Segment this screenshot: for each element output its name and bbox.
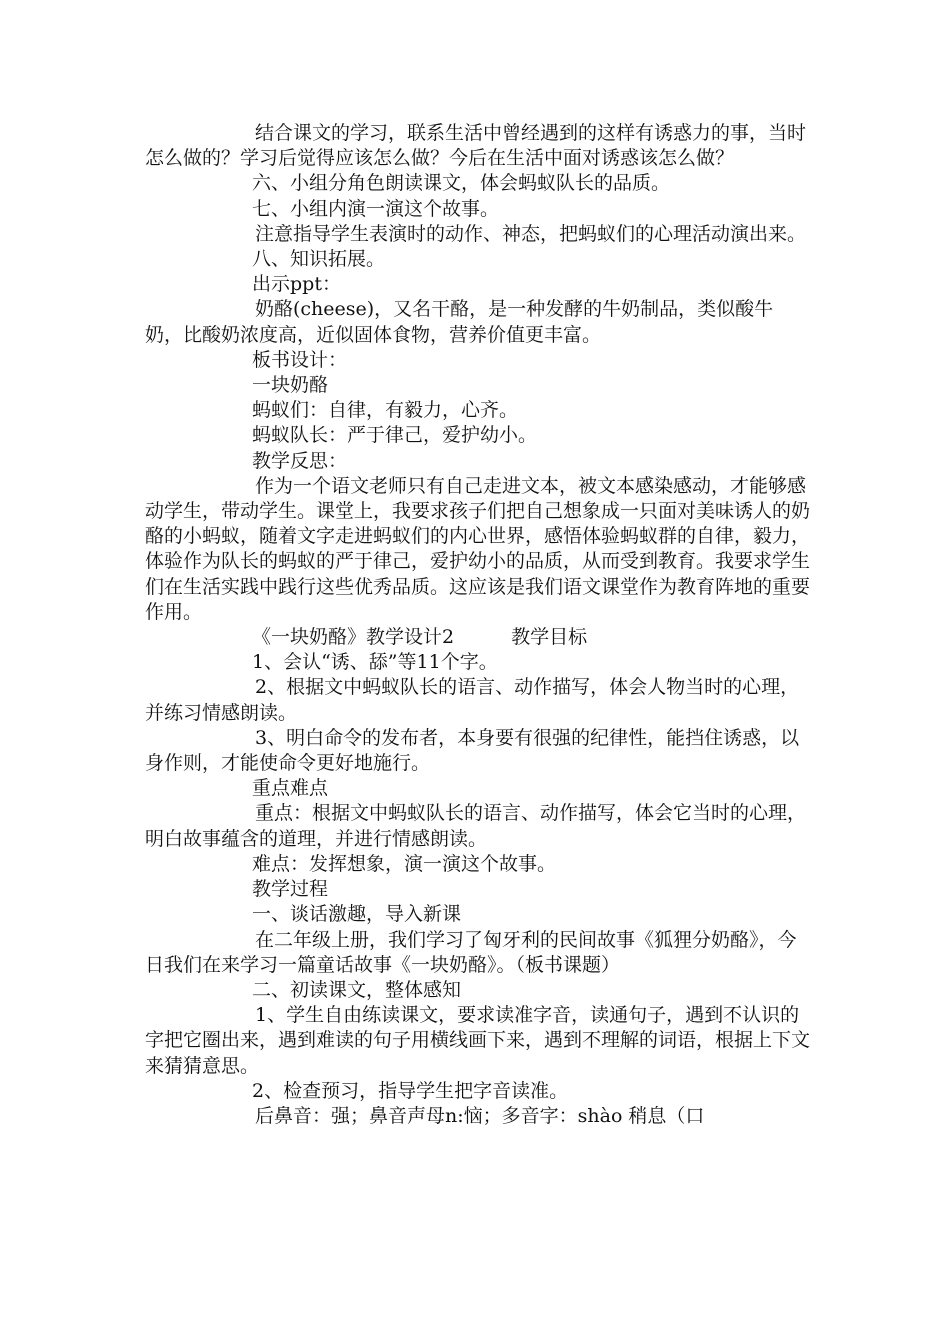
paragraph: 七、小组内演一演这个故事。 bbox=[252, 197, 500, 220]
paragraph: 注意指导学生表演时的动作、神态，把蚂蚁们的心理活动演出来。 bbox=[255, 222, 807, 245]
section-heading: 《一块奶酪》教学设计2 教学目标 bbox=[252, 626, 588, 649]
paragraph: 重点：根据文中蚂蚁队长的语言、动作描写，体会它当时的心理，明白故事蕴含的道理，并进行情感朗读。 bbox=[145, 802, 807, 850]
section-heading: 二、初读课文，整体感知 bbox=[252, 978, 462, 1001]
paragraph: 1、学生自由练读课文，要求读准字音，读通句子，遇到不认识的字把它圈出来，遇到难读的句子用横线画下来，遇到不理解的词语，根据上下文来猜猜意思。 bbox=[145, 1004, 811, 1077]
section-heading: 教学过程 bbox=[252, 878, 329, 901]
paragraph: 2、根据文中蚂蚁队长的语言、动作描写，体会人物当时的心理，并练习情感朗读。 bbox=[145, 676, 800, 724]
paragraph: 蚂蚁队长：严于律己，爱护幼小。 bbox=[252, 424, 538, 447]
paragraph: 作为一个语文老师只有自己走进文本，被文本感染感动，才能够感动学生，带动学生。课堂上，我要求孩子们把自己想象成一只面对美味诱人的奶酪的小蚂蚁，随着文字走进蚂蚁们的内心世界，感悟体验蚂蚁群的自律，毅力，体验作为队长的蚂蚁的严于律己，爱护幼小的品质，从而受到教育。我要求学生们在生活实践中践行这些优秀品质。这应该是我们语文课堂作为教育阵地的重要作用。 bbox=[145, 474, 811, 623]
paragraph: 一块奶酪 bbox=[252, 374, 329, 397]
section-heading: 板书设计： bbox=[252, 348, 348, 371]
paragraph: 2、检查预习，指导学生把字音读准。 bbox=[252, 1079, 569, 1102]
document-body bbox=[145, 121, 810, 1129]
paragraph: 六、小组分角色朗读课文，体会蚂蚁队长的品质。 bbox=[252, 172, 671, 195]
paragraph: 出示ppt： bbox=[252, 273, 341, 296]
section-heading: 重点难点 bbox=[252, 777, 329, 800]
paragraph: 后鼻音：强；鼻音声母n:恼；多音字：shào 稍息（口 bbox=[255, 1104, 705, 1127]
paragraph: 在二年级上册，我们学习了匈牙利的民间故事《狐狸分奶酪》，今日我们在来学习一篇童话故事《一块奶酪》。（板书课题） bbox=[145, 928, 797, 976]
paragraph: 3、明白命令的发布者，本身要有很强的纪律性，能挡住诱惑，以身作则，才能使命令更好地施行。 bbox=[145, 726, 800, 775]
paragraph: 蚂蚁们：自律，有毅力，心齐。 bbox=[252, 399, 519, 422]
section-heading: 教学反思： bbox=[252, 449, 348, 472]
paragraph: 结合课文的学习，联系生活中曾经遇到的这样有诱惑力的事，当时怎么做的？学习后觉得应该怎么做？今后在生活中面对诱惑该怎么做？ bbox=[145, 122, 807, 170]
paragraph: 难点：发挥想象，演一演这个故事。 bbox=[252, 852, 557, 875]
paragraph: 1、会认“诱、舔”等11个字。 bbox=[252, 651, 498, 674]
section-heading: 八、知识拓展。 bbox=[252, 248, 386, 271]
section-heading: 一、谈话激趣，导入新课 bbox=[252, 903, 462, 926]
paragraph: 奶酪(cheese)，又名干酪，是一种发酵的牛奶制品，类似酸牛奶，比酸奶浓度高，近似固体食物，营养价值更丰富。 bbox=[145, 298, 774, 346]
